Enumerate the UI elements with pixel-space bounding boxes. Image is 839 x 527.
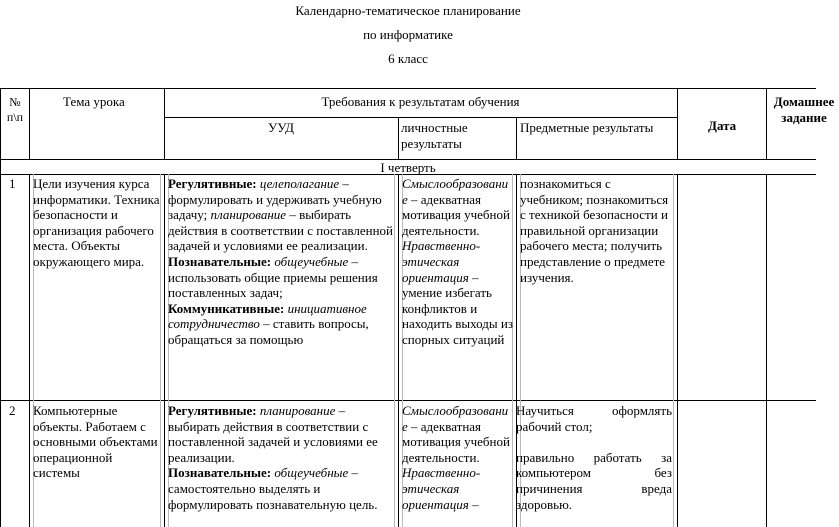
planning-term: планирование	[210, 207, 287, 223]
subject-word: правильно	[516, 449, 575, 465]
regulative-description-1: – формулировать и удерживать учебную задачу;	[168, 176, 382, 223]
requirements-column-header: Требования к результатам обучения	[321, 94, 520, 109]
communicative-label: Коммуникативные:	[168, 300, 285, 316]
number-column-header: № п\п	[6, 95, 24, 124]
uud-column-border	[398, 117, 399, 159]
homework-column-header: Домашнее задание	[773, 94, 835, 125]
table-row-2-personal	[402, 403, 513, 512]
subject-word: оформлять	[611, 403, 672, 418]
subject-word: работать	[593, 449, 642, 465]
moral-orientation-term: Нравственно-этическая ориентация	[402, 465, 481, 512]
table-row-1-number: 1	[9, 176, 16, 191]
topic-column-body-border	[164, 174, 165, 527]
date-column-header: Дата	[708, 118, 737, 133]
subject-word: Научиться	[516, 403, 574, 418]
table-row-1-subject-results: познакомиться с учебником; познакомиться с техникой безопасности и правильной организации рабочего места; получить представление о предмете изучения.	[520, 176, 669, 285]
regulative-description-2: – выбирать действия в соответствии с поставленной задачей и условиями ее реализации.	[168, 207, 393, 254]
document-title: Календарно-тематическое планирование	[295, 3, 521, 18]
cognitive-label: Познавательные:	[168, 253, 272, 269]
date-column-body-border	[766, 174, 767, 527]
subject-line: здоровью.	[516, 496, 573, 512]
moral-orientation-description: – умение избегать конфликтов и находить выходы из спорных ситуаций	[402, 269, 513, 347]
table-left-border	[0, 88, 1, 527]
subject-line: рабочий стол;	[516, 418, 593, 434]
subject-column-border	[677, 88, 678, 159]
communicative-description: – ставить вопросы, обращаться за помощью	[168, 316, 369, 347]
moral-orientation-description: –	[472, 496, 479, 512]
general-learning-term: общеучебные	[274, 253, 349, 269]
cooperation-term: инициативное сотрудничество	[168, 300, 367, 332]
meaning-formation-description: – адекватная мотивация учебной деятельности.	[402, 191, 510, 238]
general-learning-term: общеучебные	[274, 465, 349, 481]
subject-line	[516, 450, 672, 466]
document-subject: по информатике	[363, 27, 453, 42]
subject-line	[516, 465, 672, 481]
subject-spacing	[516, 434, 672, 450]
subject-word: за	[661, 449, 672, 465]
quarter-label: I четверть	[380, 160, 436, 175]
personal-results-header: личностные результаты	[401, 120, 468, 151]
subject-line	[516, 481, 672, 497]
date-column-border	[766, 88, 767, 159]
table-row-2-topic: Компьютерные объекты. Работаем с основными объектами операционной системы	[33, 403, 158, 481]
requirements-subheader-border	[164, 117, 677, 118]
cognitive-description: – использовать общие приемы решения поставленных задач;	[168, 253, 378, 301]
planning-term: планирование	[259, 403, 336, 418]
row-separator	[0, 400, 816, 401]
subject-word: без	[654, 465, 672, 481]
subject-word: компьютером	[516, 465, 591, 481]
uud-column-header: УУД	[268, 120, 294, 135]
topic-column-header: Тема урока	[63, 94, 125, 109]
meaning-formation-term: Смыслообразование	[402, 403, 509, 434]
number-column-body-border	[29, 174, 30, 527]
personal-column-border	[516, 117, 517, 159]
cell-guide	[673, 400, 674, 527]
document-grade: 6 класс	[388, 51, 428, 66]
subject-word: причинения	[516, 480, 583, 496]
cell-guide	[673, 174, 674, 400]
number-column-border	[29, 88, 30, 159]
meaning-formation-term: Смыслообразование	[402, 176, 509, 207]
subject-word: вреда	[641, 480, 672, 496]
table-row-1-personal	[402, 176, 513, 348]
subject-line	[516, 403, 672, 419]
table-row-1-topic: Цели изучения курса информатики. Техника безопасности и организация рабочего места. Объекты окружающего мира.	[33, 176, 160, 269]
table-row-2-subject-results	[516, 403, 672, 512]
moral-orientation-term: Нравственно-этическая ориентация	[402, 238, 481, 285]
table-row-2-uud	[168, 403, 395, 512]
regulative-label: Регулятивные:	[168, 176, 257, 191]
table-row-1-uud	[168, 176, 395, 348]
goal-setting-term: целеполагание	[259, 176, 340, 191]
subject-results-header: Предметные результаты	[520, 120, 654, 135]
cognitive-label: Познавательные:	[168, 465, 272, 481]
cognitive-description: – самостоятельно выделять и формулировать познавательную цель.	[168, 465, 378, 512]
table-top-border	[0, 88, 816, 89]
table-row-2-number: 2	[9, 403, 16, 418]
meaning-formation-description: – адекватная мотивация учебной деятельности.	[402, 418, 510, 465]
uud-column-body-border	[398, 174, 399, 527]
regulative-description: – выбирать действия в соответствии с поставленной задачей и условиями ее реализации.	[168, 403, 378, 465]
regulative-label: Регулятивные:	[168, 403, 257, 418]
subject-column-body-border	[677, 174, 678, 527]
